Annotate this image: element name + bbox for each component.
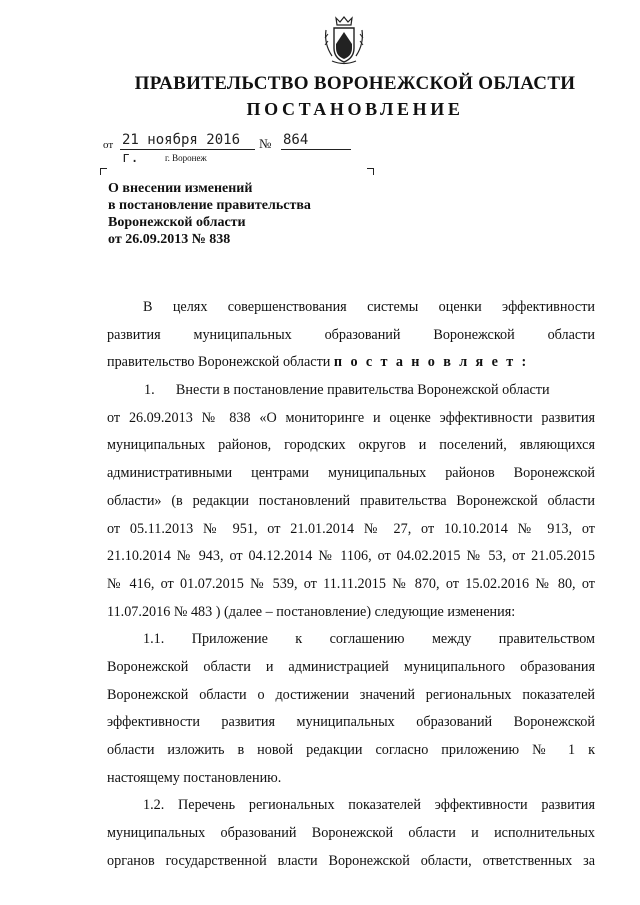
corner-mark-left (100, 168, 107, 175)
text-line: эффективности развития муниципальных образований Воронежской (107, 714, 595, 731)
text-line: настоящему постановлению. (107, 769, 282, 786)
subject-line: Воронежской области (108, 215, 246, 230)
text-line: Воронежской области о достижении значений региональных показателей (107, 686, 595, 703)
text-line: области» (в редакции постановлений правительства Воронежской области (107, 492, 595, 509)
number-prefix: № (259, 136, 272, 151)
text-line: 21.10.2014 № 943, от 04.12.2014 № 1106, от 04.02.2015 № 53, от 21.05.2015 (107, 548, 595, 565)
subject-line: от 26.09.2013 № 838 (108, 232, 231, 247)
text-line: области изложить в новой редакции согласно приложению № 1 к (107, 742, 595, 758)
text-line: 1.1. Приложение к соглашению между правительством (143, 631, 595, 648)
text-line: В целях совершенствования системы оценки эффективности (143, 299, 595, 315)
subject-line: в постановление правительства (108, 198, 311, 213)
text-line (107, 349, 595, 377)
text-line: 11.07.2016 № 483 ) (далее – постановление) следующие изменения: (107, 603, 516, 620)
text-fragment: правительство Воронежской области (107, 354, 334, 371)
text-line: от 05.11.2013 № 951, от 21.01.2014 № 27, от 10.10.2014 № 913, от (107, 520, 595, 537)
document-type-title: ПОСТАНОВЛЕНИЕ (246, 99, 464, 119)
text-line: муниципальных образований Воронежской области и исполнительных (107, 825, 595, 842)
document-subject (108, 180, 368, 248)
date-prefix: от (103, 139, 114, 151)
text-line: 1. Внести в постановление правительства Воронежской области (144, 382, 550, 399)
document-date: 21 ноября 2016 г. (120, 131, 255, 150)
text-line: от 26.09.2013 № 838 «О мониторинге и оценке эффективности развития (107, 409, 595, 426)
organization-title: ПРАВИТЕЛЬСТВО ВОРОНЕЖСКОЙ ОБЛАСТИ (134, 73, 576, 94)
text-line: развития муниципальных образований Воронежской области (107, 326, 595, 343)
coat-of-arms-icon (322, 14, 366, 66)
text-line: административными центрами муниципальных районов Воронежской (107, 465, 595, 482)
text-line: Воронежской области и администрацией муниципального образования (107, 658, 595, 675)
subject-line: О внесении изменений (108, 181, 253, 196)
text-line: муниципальных районов, городских округов и поселений, являющихся (107, 437, 595, 454)
document-number: 864 (281, 131, 351, 150)
document-body (107, 294, 595, 875)
corner-mark-right (367, 168, 374, 175)
text-line: № 416, от 01.07.2015 № 539, от 11.11.2015 № 870, от 15.02.2016 № 80, от (107, 575, 595, 592)
text-line: 1.2. Перечень региональных показателей эффективности развития (143, 797, 595, 814)
decree-word: п о с т а н о в л я е т : (333, 354, 529, 371)
city-label: г. Воронеж (165, 153, 207, 163)
text-line: органов государственной власти Воронежской области, ответственных за (107, 852, 595, 869)
